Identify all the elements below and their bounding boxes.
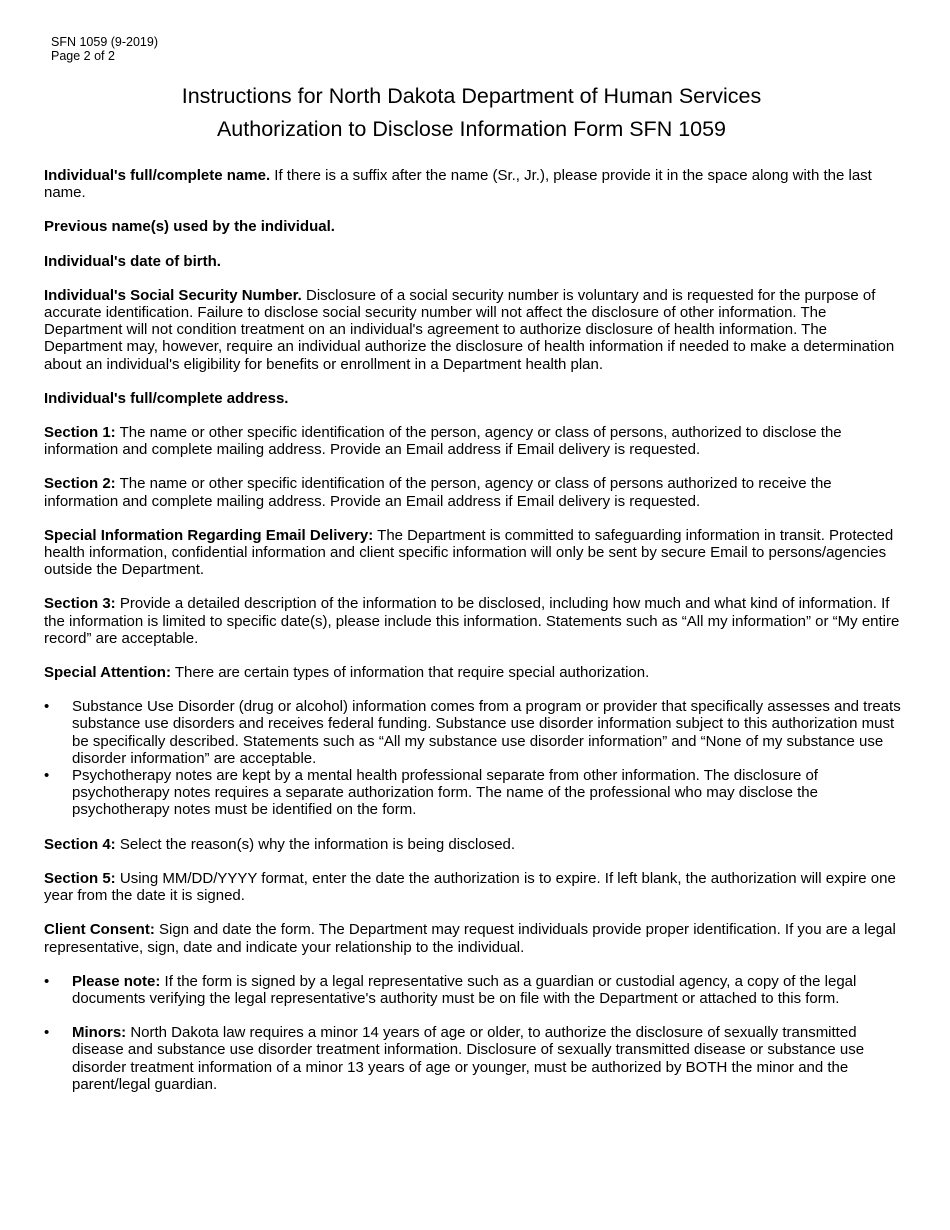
- special-attention-list: [44, 698, 904, 818]
- section-1-instruction: Section 1: The name or other specific identification of the person, agency or class of persons, authorized to disclose the information and complete mailing address. Provide an Email address if Email delivery is requested.: [44, 424, 842, 459]
- bullet-icon: •: [44, 698, 50, 716]
- page-title: [0, 80, 943, 145]
- address-instruction: Individual's full/complete address.: [44, 389, 289, 407]
- form-identifier: [51, 35, 158, 63]
- instructions-body: [44, 167, 904, 1093]
- client-consent-instruction: Client Consent: Sign and date the form. The Department may request individuals provide proper identification. If you are a legal representative, sign, date and indicate your relationship to the individual.: [44, 921, 896, 956]
- dob-instruction: Individual's date of birth.: [44, 252, 221, 270]
- section-2-instruction: Section 2: The name or other specific identification of the person, agency or class of persons authorized to receive the information and complete mailing address. Provide an Email address if Email delivery is requested.: [44, 475, 832, 510]
- form-number: SFN 1059 (9-2019): [51, 35, 159, 49]
- section-5-instruction: Section 5: Using MM/DD/YYYY format, enter the date the authorization is to expire. If left blank, the authorization will expire one year from the date it is signed.: [44, 869, 896, 905]
- section-4-instruction: Section 4: Select the reason(s) why the information is being disclosed.: [44, 835, 516, 853]
- special-attention-instruction: Special Attention: There are certain types of information that require special authorization.: [44, 664, 650, 682]
- bullet-icon: •: [44, 972, 50, 990]
- email-delivery-instruction: Special Information Regarding Email Delivery: The Department is committed to safeguarding information in transit. Protected health information, confidential information and client specific information will only be sent by secure Email to persons/agencies outside the Department.: [44, 526, 894, 579]
- page-number: Page 2 of 2: [51, 49, 115, 63]
- title-line-2: Authorization to Disclose Information Form SFN 1059: [216, 116, 727, 141]
- list-item: • Substance Use Disorder (drug or alcohol) information comes from a program or provider that specifically assesses and treats substance use disorders and receives federal funding. Substance use disorder information subject to this authorization must be specifically described. Statements such as “All my substance use disorder information” and “None of my substance use disorder information” are acceptable.: [44, 698, 901, 767]
- previous-names-instruction: Previous name(s) used by the individual.: [44, 218, 335, 236]
- ssn-instruction: Individual's Social Security Number. Disclosure of a social security number is voluntary and is requested for the purpose of accurate identification. Failure to disclose social security number will not affect the disclosure of other information. The Department will not condition treatment on an individual's agreement to authorize disclosure of health information. The Department may, however, require an individual authorize the disclosure of health information if needed to make a determination about an individual's eligibility for benefits or enrollment in a Department health plan.: [44, 286, 895, 373]
- list-item: • Psychotherapy notes are kept by a mental health professional separate from other information. The disclosure of psychotherapy notes requires a separate authorization form. The name of the professional who may disclose the psychotherapy notes must be identified on the form.: [44, 767, 818, 819]
- bullet-icon: •: [44, 1024, 50, 1042]
- list-item: • Please note: If the form is signed by a legal representative such as a guardian or custodial agency, a copy of the legal documents verifying the legal representative's authority must be on file with the Department or attached to this form.: [44, 972, 857, 1007]
- section-3-instruction: Section 3: Provide a detailed description of the information to be disclosed, including how much and what kind of information. If the information is limited to specific date(s), please include this information. Statements such as “All my information” or “My entire record” are acceptable.: [44, 595, 900, 647]
- full-name-instruction: Individual's full/complete name. If there is a suffix after the name (Sr., Jr.), please provide it in the space along with the last name.: [44, 167, 872, 202]
- list-item: • Minors: North Dakota law requires a minor 14 years of age or older, to authorize the disclosure of sexually transmitted disease and substance use disorder treatment information. Disclosure of sexually transmitted disease or substance use disorder treatment information of a minor 13 years of age or younger, must be authorized by BOTH the minor and the parent/legal guardian.: [44, 1024, 865, 1093]
- title-line-1: Instructions for North Dakota Department of Human Services: [181, 84, 762, 108]
- bullet-icon: •: [44, 767, 50, 785]
- consent-notes-list: [44, 973, 904, 1093]
